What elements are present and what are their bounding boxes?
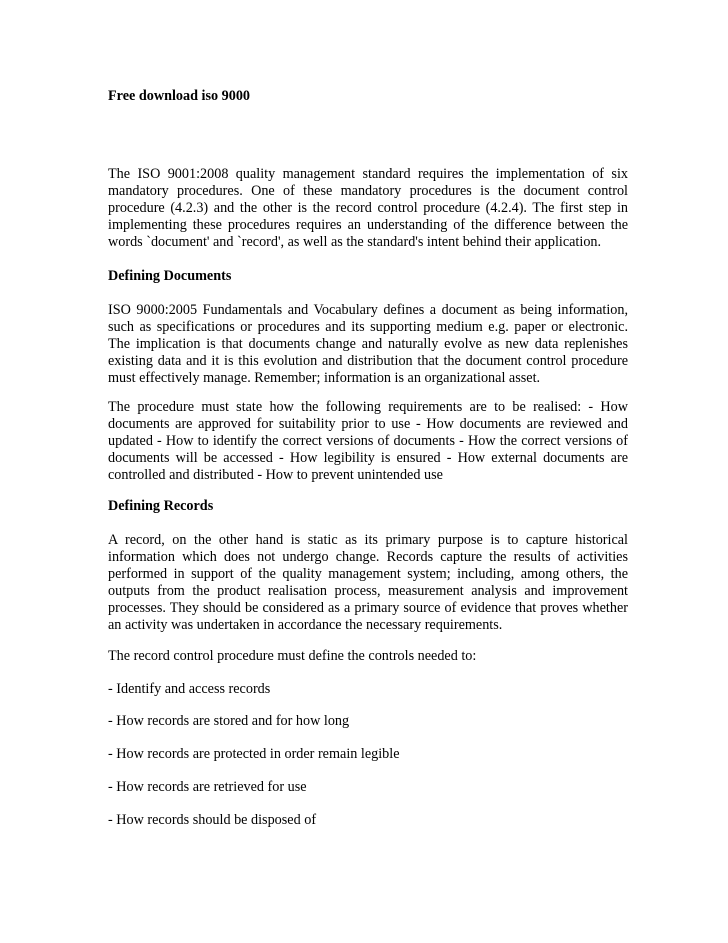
list-item: - Identify and access records [108,681,271,697]
records-paragraph-2: The record control procedure must define the controls needed to: [108,648,477,664]
documents-paragraph-2: The procedure must state how the following requirements are to be realised: - How documents are approved for suitability prior to use - How documents are reviewed and updated - How to identify the correct versions of documents - How the correct versions of documents will be accessed - How legibility is ensured - How external documents are controlled and distributed - How to prevent unintended use [108,399,628,483]
list-item: - How records should be disposed of [108,812,317,828]
section-heading-documents: Defining Documents [108,268,232,284]
records-paragraph-1: A record, on the other hand is static as its primary purpose is to capture historical information which does not undergo change. Records capture the results of activities performed in support of the quality management system; including, among others, the outputs from the product realisation process, measurement analysis and improvement processes. They should be considered as a primary source of evidence that proves whether an activity was undertaken in accordance the necessary requirements. [108,532,628,633]
list-item: - How records are retrieved for use [108,779,307,795]
intro-paragraph: The ISO 9001:2008 quality management standard requires the implementation of six mandatory procedures. One of these mandatory procedures is the document control procedure (4.2.3) and the other is the record control procedure (4.2.4). The first step in implementing these procedures requires an understanding of the difference between the words `document' and `record', as well as the standard's intent behind their application. [108,166,628,250]
list-item: - How records are protected in order remain legible [108,746,400,762]
section-heading-records: Defining Records [108,498,214,514]
document-title: Free download iso 9000 [108,88,251,104]
documents-paragraph-1: ISO 9000:2005 Fundamentals and Vocabulary defines a document as being information, such as specifications or procedures and its supporting medium e.g. paper or electronic. The implication is that documents change and naturally evolve as new data replenishes existing data and it is this evolution and distribution that the document control procedure must effectively manage. Remember; information is an organizational asset. [108,302,628,386]
list-item: - How records are stored and for how long [108,713,350,729]
